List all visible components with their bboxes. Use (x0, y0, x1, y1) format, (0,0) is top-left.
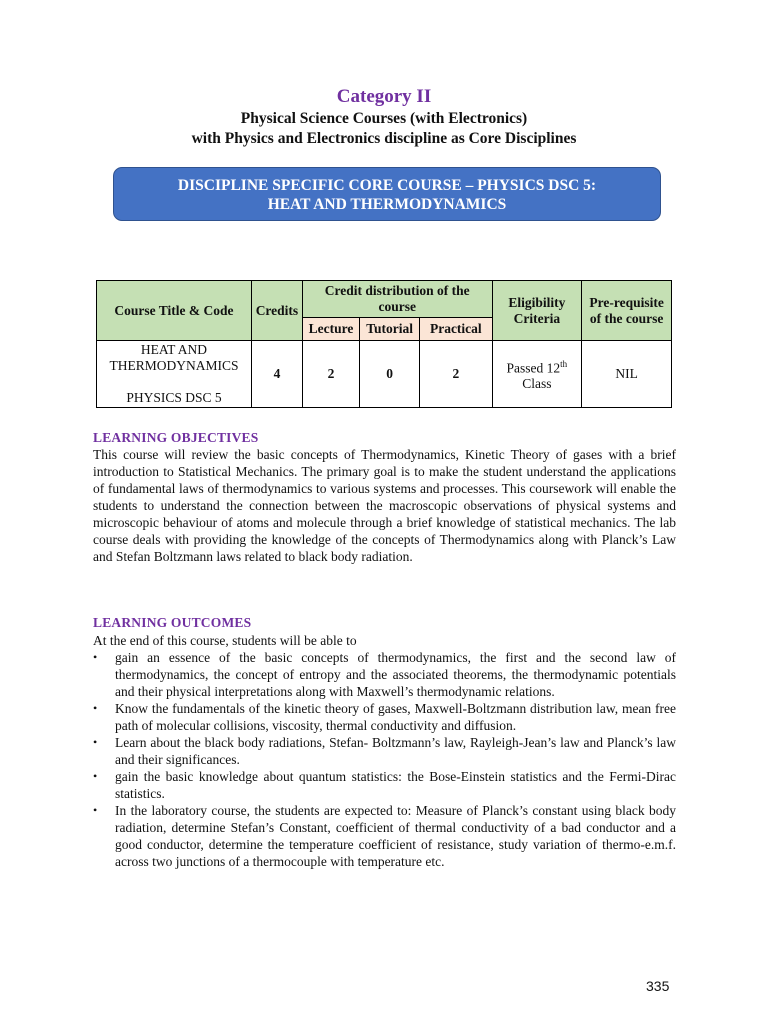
table-row (97, 341, 672, 408)
list-item-text: gain an essence of the basic concepts of thermodynamics, the first and the second law of thermodynamics, the concept of entropy and the associated theorems, the thermodynamic potentials and their physical interpretations along with Maxwell’s thermodynamic relations. (115, 650, 676, 699)
list-item-text: Learn about the black body radiations, Stefan- Boltzmann’s law, Rayleigh-Jean’s law and Planck’s law and their significances. (115, 735, 676, 767)
category-heading: Category II (336, 86, 432, 107)
bullet-icon: • (93, 803, 98, 817)
list-item (93, 700, 676, 734)
list-item (93, 768, 676, 802)
eligibility-superscript: th (560, 358, 568, 369)
cell-eligibility (492, 341, 582, 408)
course-details-table (96, 280, 672, 408)
bullet-icon: • (93, 735, 98, 749)
cell-credits: 4 (251, 341, 302, 408)
header-credit-distribution: Credit distribution of the course (302, 281, 492, 318)
cell-practical: 2 (420, 341, 492, 408)
course-title-line-1: HEAT AND (140, 342, 208, 357)
objectives-heading: LEARNING OBJECTIVES (93, 430, 259, 445)
bullet-icon: • (93, 769, 98, 783)
course-code: PHYSICS DSC 5 (126, 390, 222, 405)
header-credits: Credits (251, 281, 302, 341)
header-eligibility: Eligibility Criteria (492, 281, 582, 341)
outcomes-heading: LEARNING OUTCOMES (93, 615, 252, 630)
bullet-icon: • (93, 650, 98, 664)
list-item (93, 734, 676, 768)
header-tutorial: Tutorial (360, 318, 420, 341)
list-item-text: gain the basic knowledge about quantum statistics: the Bose-Einstein statistics and the Fermi-Dirac statistics. (115, 769, 676, 801)
cell-tutorial: 0 (360, 341, 420, 408)
bullet-icon: • (93, 701, 98, 715)
eligibility-text-2: Class (522, 376, 552, 392)
objectives-paragraph: This course will review the basic concepts of Thermodynamics, Kinetic Theory of gases with a brief introduction to Statistical Mechanics. The primary goal is to make the student understand the applications of fundamental laws of thermodynamics to various systems and processes. This coursework will enable the students to understand the connection between the macroscopic observations of physical systems and microscopic behaviour of atoms and molecule through a brief knowledge of statistical mechanics. The lab course deals with providing the knowledge of the concepts of Thermodynamics along with Planck’s Law and Stefan Boltzmann laws related to black body radiation. (93, 447, 676, 564)
page-number: 335 (646, 978, 670, 994)
cell-course-title (97, 341, 252, 408)
header-lecture: Lecture (302, 318, 359, 341)
banner-line-1: DISCIPLINE SPECIFIC CORE COURSE – PHYSICS DSC 5: (177, 177, 597, 194)
list-item (93, 802, 676, 870)
eligibility-text: Passed 12 (506, 360, 561, 376)
subtitle-line-1: Physical Science Courses (with Electronics) (240, 110, 528, 127)
header-practical: Practical (420, 318, 492, 341)
list-item-text: Know the fundamentals of the kinetic theory of gases, Maxwell-Boltzmann distribution law, mean free path of molecular collisions, viscosity, thermal conductivity and diffusion. (115, 701, 676, 733)
course-banner (113, 167, 661, 221)
header-course-title: Course Title & Code (97, 281, 252, 341)
outcomes-intro: At the end of this course, students will be able to (93, 633, 357, 648)
list-item (93, 649, 676, 700)
cell-prerequisite: NIL (582, 341, 672, 408)
subtitle-line-2: with Physics and Electronics discipline as Core Disciplines (191, 130, 577, 147)
outcomes-list (93, 649, 676, 870)
cell-lecture: 2 (302, 341, 359, 408)
banner-line-2: HEAT AND THERMODYNAMICS (267, 196, 507, 213)
list-item-text: In the laboratory course, the students are expected to: Measure of Planck’s constant using black body radiation, determine Stefan’s Constant, coefficient of thermal conductivity of a bad conductor and a good conductor, determine the temperature coefficient of resistance, study variation of thermo-e.m.f. across two junctions of a thermocouple with temperature etc. (115, 803, 676, 869)
course-title-line-2: THERMODYNAMICS (109, 358, 239, 373)
header-prerequisite: Pre-requisite of the course (582, 281, 672, 341)
